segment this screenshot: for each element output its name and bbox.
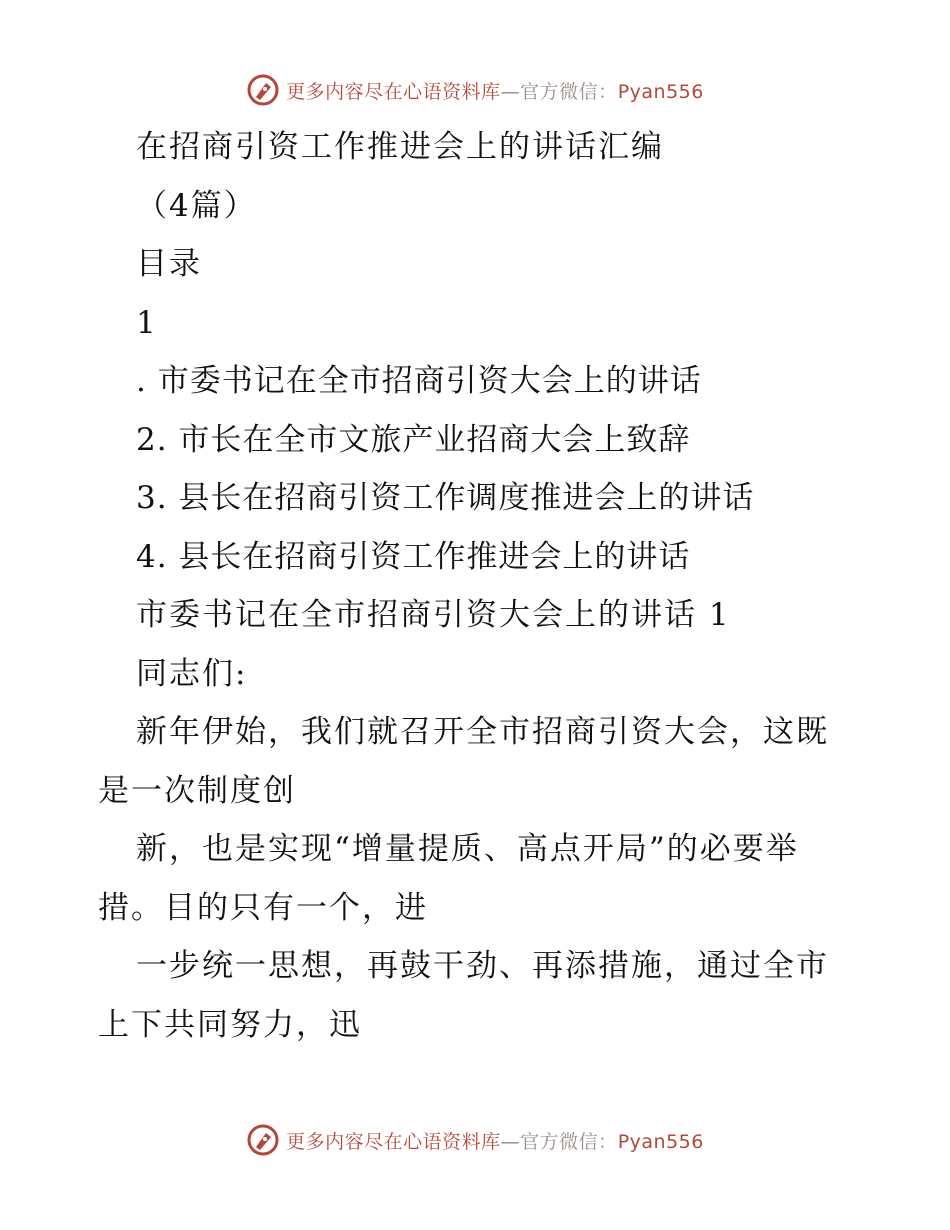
- pen-nib-logo-icon: [246, 73, 280, 107]
- paragraph-line: 新年伊始，我们就召开全市招商引资大会，这既: [136, 714, 829, 750]
- footer-wechat-label: 官方微信：: [520, 1130, 618, 1153]
- greeting: 同志们:: [136, 655, 248, 692]
- pen-nib-logo-icon: [246, 1123, 280, 1157]
- paragraph-line: 上下共同努力，迅: [98, 1006, 362, 1043]
- document-count: （4篇）: [136, 187, 257, 224]
- section-title: 市委书记在全市招商引资大会上的讲话 1: [136, 597, 731, 633]
- header-account: Pyan556: [617, 80, 704, 103]
- toc-number: 1: [136, 304, 158, 341]
- toc-item: . 市委书记在全市招商引资大会上的讲话: [136, 363, 702, 399]
- header-dash: —: [500, 80, 521, 103]
- paragraph-line: 新，也是实现“增量提质、高点开局”的必要举: [136, 831, 799, 867]
- header-text: [286, 77, 704, 104]
- footer-text: [286, 1127, 704, 1154]
- header-banner: [0, 70, 950, 110]
- toc-heading: 目录: [136, 246, 202, 282]
- document-body: [98, 118, 858, 1054]
- paragraph-line: 是一次制度创: [98, 772, 296, 809]
- paragraph-line: 措。目的只有一个，进: [98, 889, 428, 926]
- footer-banner: [0, 1120, 950, 1160]
- header-brand: 更多内容尽在心语资料库: [286, 80, 501, 103]
- footer-account: Pyan556: [617, 1130, 704, 1153]
- toc-item: 2. 市长在全市文旅产业招商大会上致辞: [136, 421, 691, 458]
- toc-item: 4. 县长在招商引资工作推进会上的讲话: [136, 538, 691, 575]
- header-wechat-label: 官方微信：: [520, 80, 618, 103]
- paragraph-line: 一步统一思想，再鼓干劲、再添措施，通过全市: [136, 948, 829, 984]
- toc-item: 3. 县长在招商引资工作调度推进会上的讲话: [136, 480, 755, 516]
- document-title: 在招商引资工作推进会上的讲话汇编: [136, 129, 664, 165]
- footer-dash: —: [500, 1130, 521, 1153]
- footer-brand: 更多内容尽在心语资料库: [286, 1130, 501, 1153]
